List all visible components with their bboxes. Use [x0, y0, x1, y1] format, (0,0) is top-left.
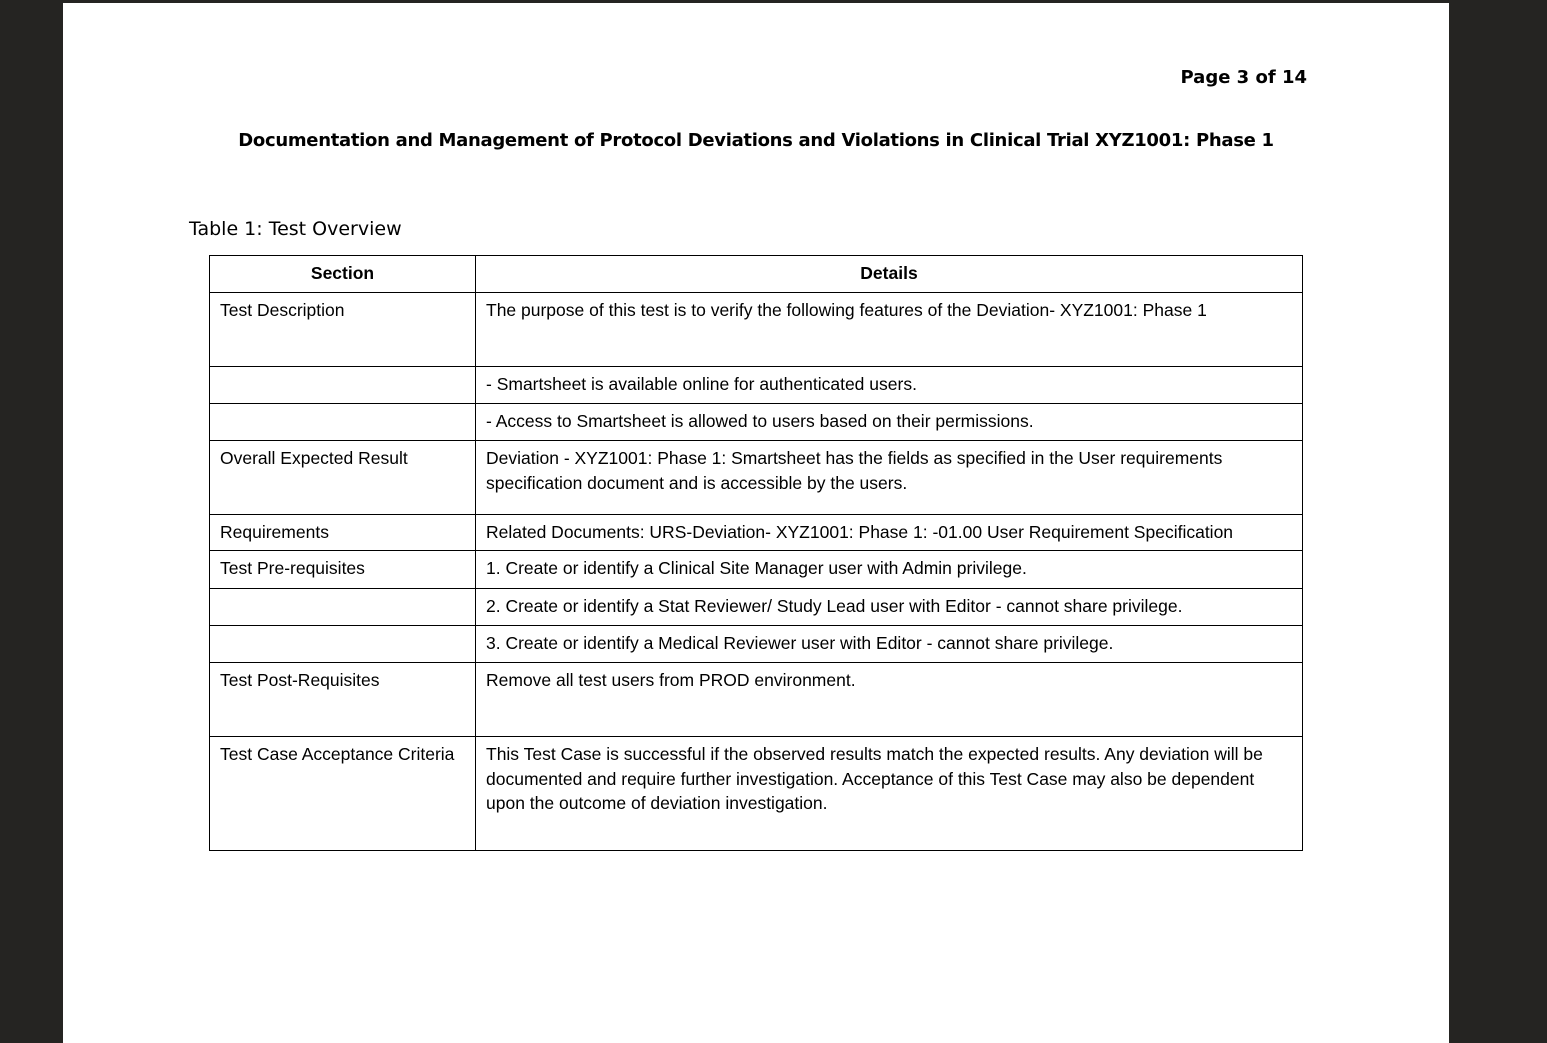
section-cell: Test Post-Requisites — [210, 663, 476, 737]
details-cell: This Test Case is successful if the observed results match the expected results. Any deviation will be documented and require further investigation. Acceptance of this Test Case may also be dependent upon the outcome of deviation investigation. — [476, 737, 1303, 851]
details-cell: 1. Create or identify a Clinical Site Manager user with Admin privilege. — [476, 551, 1303, 589]
section-cell: Requirements — [210, 515, 476, 551]
table-row — [210, 404, 1303, 441]
section-cell: Overall Expected Result — [210, 441, 476, 515]
test-overview-table — [209, 255, 1303, 851]
table-row — [210, 663, 1303, 737]
table-row — [210, 551, 1303, 589]
table-row — [210, 441, 1303, 515]
document-title: Documentation and Management of Protocol Deviations and Violations in Clinical Trial XYZ1001: Phase 1 — [238, 130, 1274, 151]
details-cell: 3. Create or identify a Medical Reviewer user with Editor - cannot share privilege. — [476, 626, 1303, 663]
details-cell: 2. Create or identify a Stat Reviewer/ Study Lead user with Editor - cannot share privilege. — [476, 589, 1303, 626]
document-page — [63, 3, 1449, 1043]
details-cell: Remove all test users from PROD environment. — [476, 663, 1303, 737]
section-cell — [210, 626, 476, 663]
table-header-row — [210, 256, 1303, 293]
table-caption: Table 1: Test Overview — [189, 218, 402, 240]
section-cell — [210, 404, 476, 441]
header-section: Section — [210, 256, 476, 293]
details-cell: - Smartsheet is available online for authenticated users. — [476, 367, 1303, 404]
section-cell — [210, 589, 476, 626]
section-cell: Test Pre-requisites — [210, 551, 476, 589]
table-row — [210, 589, 1303, 626]
header-details: Details — [476, 256, 1303, 293]
details-cell: Deviation - XYZ1001: Phase 1: Smartsheet has the fields as specified in the User requirements specification document and is accessible by the users. — [476, 441, 1303, 515]
table-row — [210, 626, 1303, 663]
details-cell: - Access to Smartsheet is allowed to users based on their permissions. — [476, 404, 1303, 441]
page-number: Page 3 of 14 — [1180, 67, 1307, 88]
details-cell: Related Documents: URS-Deviation- XYZ1001: Phase 1: -01.00 User Requirement Specification — [476, 515, 1303, 551]
details-cell: The purpose of this test is to verify the following features of the Deviation- XYZ1001: Phase 1 — [476, 293, 1303, 367]
table-row — [210, 367, 1303, 404]
table-row — [210, 293, 1303, 367]
section-cell — [210, 367, 476, 404]
section-cell: Test Case Acceptance Criteria — [210, 737, 476, 851]
table-row — [210, 515, 1303, 551]
section-cell: Test Description — [210, 293, 476, 367]
table-row — [210, 737, 1303, 851]
